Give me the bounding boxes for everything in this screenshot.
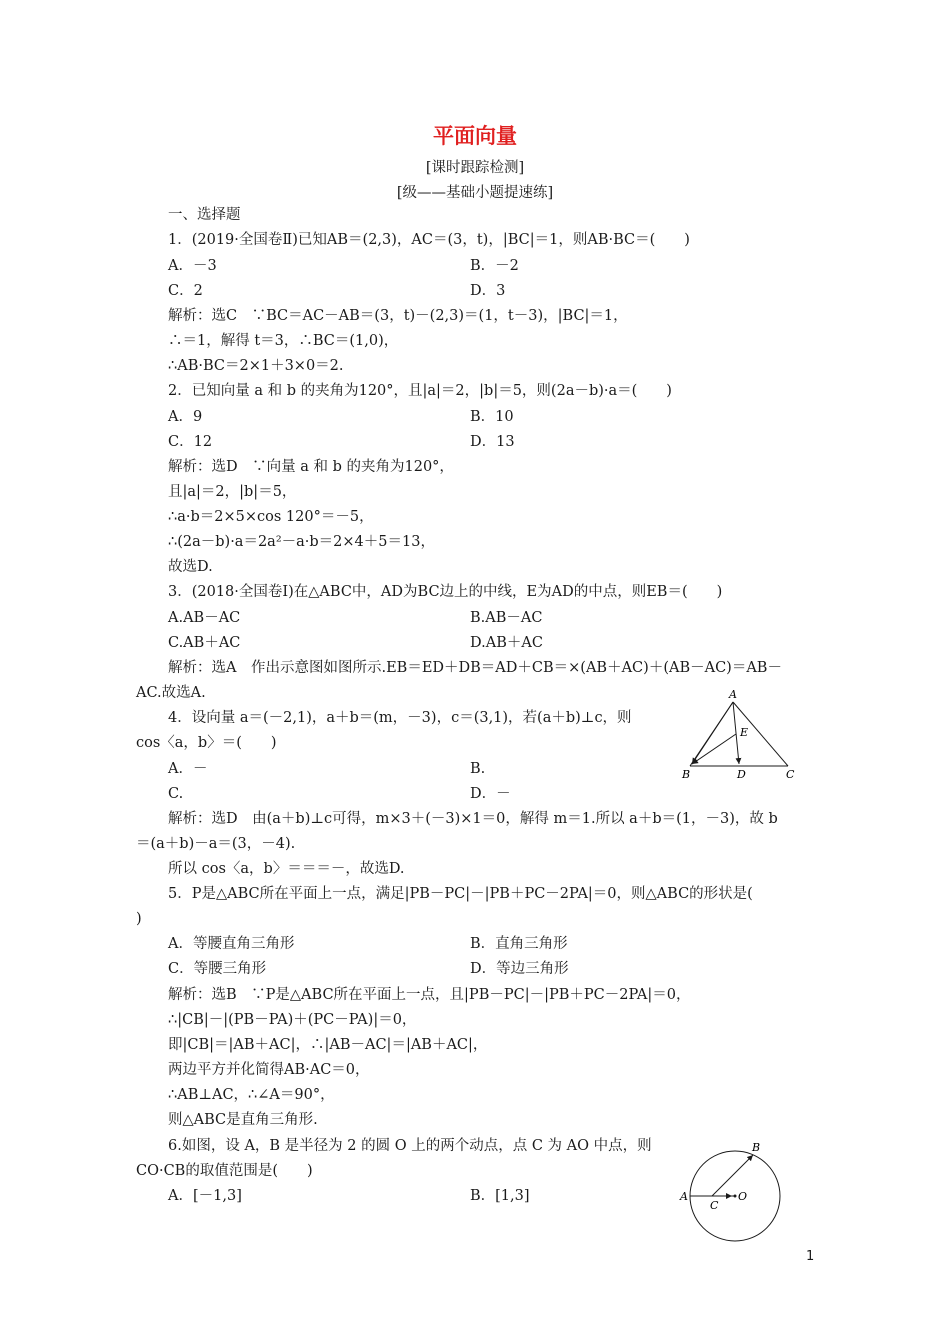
- q1-option-a: A．－3: [168, 258, 217, 274]
- subtitle-test: [课时跟踪检测]: [425, 160, 525, 176]
- q5-solution-1: 解析：选B ∵P是△ABC所在平面上一点，且|PB－PC|－|PB＋PC－2PA|＝0，: [168, 987, 691, 1003]
- q5-stem-1: 5．P是△ABC所在平面上一点，满足|PB－PC|－|PB＋PC－2PA|＝0，则△ABC的形状是(: [168, 886, 753, 902]
- triangle-figure: [676, 684, 806, 784]
- q1-option-c: C．2: [168, 283, 203, 299]
- q4-solution-2: ＝(a＋b)－a＝(3，－4).: [136, 836, 296, 852]
- page-title: 平面向量: [433, 124, 517, 148]
- q1-option-d: D．3: [470, 283, 506, 299]
- q5-option-c: C．等腰三角形: [168, 961, 267, 977]
- label-c: C: [710, 1199, 719, 1212]
- q6-option-b: B．[1,3]: [470, 1188, 530, 1204]
- q5-solution-2: ∴|CB|－|(PB－PA)＋(PC－PA)|＝0，: [168, 1012, 417, 1028]
- subtitle-level: [级——基础小题提速练]: [396, 185, 554, 201]
- q5-option-d: D．等边三角形: [470, 961, 569, 977]
- q1-stem: 1．(2019·全国卷Ⅱ)已知AB＝(2,3)，AC＝(3，t)，|BC|＝1，则AB·BC＝( ): [168, 232, 690, 248]
- q2-solution-3: ∴a·b＝2×5×cos 120°＝－5，: [168, 509, 374, 525]
- q6-option-a: A．[－1,3]: [168, 1188, 242, 1204]
- vector-eb: [692, 734, 736, 764]
- q1-solution-1: 解析：选C ∵BC＝AC－AB＝(3，t)－(2,3)＝(1，t－3)，|BC|＝1，: [168, 308, 628, 324]
- q3-option-c: C.AB＋AC: [168, 635, 241, 651]
- q2-solution-1: 解析：选D ∵向量 a 和 b 的夹角为120°，: [168, 459, 454, 475]
- label-c: C: [786, 768, 795, 781]
- q2-stem: 2．已知向量 a 和 b 的夹角为120°，且|a|＝2，|b|＝5，则(2a－b)·a＝( ): [168, 383, 672, 399]
- q5-solution-4: 两边平方并化简得AB·AC＝0，: [168, 1062, 370, 1078]
- label-b: B: [752, 1141, 761, 1154]
- q5-option-a: A．等腰直角三角形: [168, 936, 295, 952]
- vector-ab: [692, 702, 733, 764]
- q3-option-d: D.AB＋AC: [470, 635, 543, 651]
- q3-option-a: A.AB－AC: [168, 610, 241, 626]
- q2-solution-2: 且|a|＝2，|b|＝5，: [168, 484, 297, 500]
- q5-solution-3: 即|CB|＝|AB＋AC|，∴|AB－AC|＝|AB＋AC|，: [168, 1037, 488, 1053]
- q5-stem-2: ): [136, 911, 142, 927]
- q5-solution-6: 则△ABC是直角三角形.: [168, 1112, 318, 1128]
- q4-option-b: B.: [470, 761, 486, 777]
- q3-stem: 3．(2018·全国卷Ⅰ)在△ABC中，AD为BC边上的中线，E为AD的中点，则EB＝( ): [168, 584, 723, 600]
- q4-option-a: A．－: [168, 761, 208, 777]
- q6-stem-2: CO·CB的取值范围是( ): [136, 1163, 313, 1179]
- label-d: D: [737, 768, 746, 781]
- q4-solution-1: 解析：选D 由(a＋b)⊥c可得，m×3＋(－3)×1＝0，解得 m＝1.所以 a＋b＝(1，－3)，故 b: [168, 811, 778, 827]
- q4-stem-1: 4．设向量 a＝(－2,1)，a＋b＝(m，－3)，c＝(3,1)，若(a＋b)⊥c，则: [168, 710, 632, 726]
- q4-option-c: C.: [168, 786, 184, 802]
- q4-solution-3: 所以 cos〈a，b〉＝＝＝－，故选D.: [168, 861, 405, 877]
- q1-option-b: B．－2: [470, 258, 519, 274]
- q3-solution-1: 解析：选A 作出示意图如图所示.EB＝ED＋DB＝AD＋CB＝×(AB＋AC)＋(AB－AC)＝AB－: [168, 660, 782, 676]
- q1-solution-2: ∴＝1，解得 t＝3，∴BC＝(1,0)，: [168, 333, 399, 349]
- q2-option-b: B．10: [470, 409, 514, 425]
- label-a: A: [729, 688, 737, 701]
- q2-solution-4: ∴(2a－b)·a＝2a²－a·b＝2×4＋5＝13，: [168, 534, 435, 550]
- label-a: A: [680, 1190, 688, 1203]
- label-o: O: [738, 1190, 748, 1203]
- q2-option-a: A．9: [168, 409, 203, 425]
- q2-option-d: D．13: [470, 434, 515, 450]
- q5-option-b: B．直角三角形: [470, 936, 568, 952]
- q2-solution-5: 故选D.: [168, 559, 213, 575]
- q1-solution-3: ∴AB·BC＝2×1＋3×0＝2.: [168, 358, 344, 374]
- vector-ad: [733, 702, 739, 764]
- q3-solution-2: AC.故选A.: [136, 685, 206, 701]
- q5-solution-5: ∴AB⊥AC，∴∠A＝90°，: [168, 1087, 335, 1103]
- q4-stem-2: cos〈a，b〉＝( ): [136, 735, 277, 751]
- label-b: B: [682, 768, 691, 781]
- q6-stem-1: 6.如图，设 A，B 是半径为 2 的圆 O 上的两个动点，点 C 为 AO 中点，则: [168, 1138, 652, 1154]
- q2-option-c: C．12: [168, 434, 213, 450]
- q4-option-d: D．－: [470, 786, 511, 802]
- section-heading: 一、选择题: [168, 207, 241, 223]
- circle-figure: [676, 1136, 796, 1251]
- label-e: E: [740, 726, 749, 739]
- q3-option-b: B.AB－AC: [470, 610, 543, 626]
- center-dot: [734, 1195, 737, 1198]
- page-number: 1: [806, 1249, 815, 1264]
